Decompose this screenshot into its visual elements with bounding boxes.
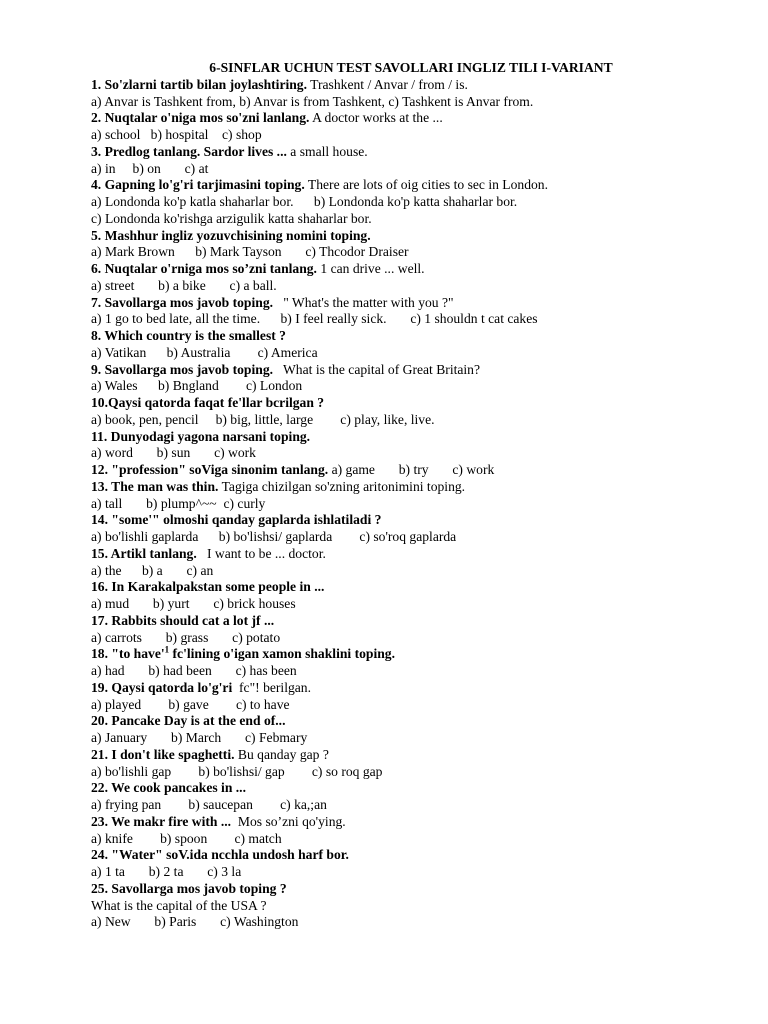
question-body: 1 can drive ... well.: [316, 261, 425, 276]
question-text: [91, 462, 731, 479]
answer-options: a) January b) March c) Febmary: [91, 730, 308, 745]
question-body: " What's the matter with you ?": [273, 294, 454, 310]
answer-options: a) word b) sun c) work: [91, 445, 256, 461]
question-list: [91, 77, 731, 931]
question-text: [91, 881, 731, 898]
question-text: [91, 362, 731, 379]
question-text: [91, 747, 731, 764]
answer-options: a) mud b) yurt c) brick houses: [91, 596, 296, 611]
question-text: [91, 512, 731, 529]
answer-options: c) Londonda ko'rishga arzigulik katta shaharlar bor.: [91, 210, 372, 226]
question-prompt: 7. Savollarga mos javob toping.: [91, 294, 274, 310]
question-text: [91, 646, 731, 663]
question-text: [91, 579, 731, 596]
question-prompt: 22. We cook pancakes in ...: [91, 780, 246, 796]
answer-options: What is the capital of the USA ?: [91, 897, 267, 913]
question-prompt: 23. We makr fire with ...: [91, 813, 232, 829]
question-text: [91, 295, 731, 312]
answer-options: a) school b) hospital c) shop: [91, 127, 262, 142]
question-prompt: 14. "some'" olmoshi qanday gaplarda ishlatiladi ?: [91, 512, 382, 528]
question-text: [91, 780, 731, 797]
question-text: [91, 847, 731, 864]
question-prompt: 20. Pancake Day is at the end of...: [91, 713, 286, 729]
answer-options: a) Anvar is Tashkent from, b) Anvar is from Tashkent, c) Tashkent is Anvar from.: [91, 93, 534, 109]
question-body: I want to be ... doctor.: [196, 545, 326, 561]
page-title: 6-SINFLAR UCHUN TEST SAVOLLARI INGLIZ TILI I-VARIANT: [209, 60, 613, 75]
answer-options: a) 1 go to bed late, all the time. b) I feel really sick. c) 1 shouldn t cat cakes: [91, 311, 538, 327]
question-body: fc"! berilgan.: [232, 679, 312, 695]
question-prompt: 6. Nuqtalar o'rniga mos so’zni tanlang.: [91, 261, 317, 276]
answer-options: a) book, pen, pencil b) big, little, large c) play, like, live.: [91, 411, 435, 427]
question-text: [91, 177, 731, 194]
question-prompt: 8. Which country is the smallest ?: [91, 328, 286, 343]
question-prompt: 5. Mashhur ingliz yozuvchisining nomini toping.: [91, 227, 371, 243]
superscript-mark: 1: [164, 644, 170, 655]
answer-options: a) bo'lishli gap b) bo'lishsi/ gap c) so roq gap: [91, 763, 383, 779]
question-text: [91, 110, 731, 127]
test-page: [91, 60, 731, 931]
question-prompt: 21. I don't like spaghetti.: [91, 746, 235, 762]
answer-options: a) 1 ta b) 2 ta c) 3 la: [91, 864, 242, 879]
question-body: Tagiga chizilgan so'zning aritonimini toping.: [218, 478, 466, 494]
question-prompt: 18. "to have': [91, 646, 165, 662]
question-text: [91, 680, 731, 697]
question-body: Mos so’zni qo'ying.: [231, 813, 346, 829]
question-text: [91, 328, 731, 345]
question-body: Trashkent / Anvar / from / is.: [307, 76, 468, 92]
question-prompt: 12. "profession" soViga sinonim tanlang.: [91, 462, 329, 477]
answer-options: a) had b) had been c) has been: [91, 663, 297, 678]
question-body: a) game b) try c) work: [328, 462, 495, 477]
answer-options: a) the b) a c) an: [91, 562, 214, 578]
question-prompt: 2. Nuqtalar o'niga mos so'zni lanlang.: [91, 110, 310, 126]
question-prompt-cont: fc'lining o'igan xamon shaklini toping.: [169, 646, 395, 662]
question-text: [91, 77, 731, 94]
answer-options: a) carrots b) grass c) potato: [91, 629, 281, 645]
question-prompt: 16. In Karakalpakstan some people in ...: [91, 579, 325, 595]
answer-options: a) played b) gave c) to have: [91, 696, 290, 712]
answer-options: a) New b) Paris c) Washington: [91, 914, 299, 930]
question-text: [91, 546, 731, 563]
question-prompt: 15. Artikl tanlang.: [91, 545, 197, 561]
answer-options: a) bo'lishli gaplarda b) bo'lishsi/ gaplarda c) so'roq gaplarda: [91, 529, 457, 544]
question-prompt: 3. Predlog tanlang. Sardor lives ...: [91, 143, 287, 159]
answer-options: a) Mark Brown b) Mark Tayson c) Thcodor Draiser: [91, 244, 409, 260]
answer-options: a) tall b) plump^~~ c) curly: [91, 495, 266, 511]
question-prompt: 19. Qaysi qatorda lo'g'ri: [91, 679, 233, 695]
answer-options: a) frying pan b) saucepan c) ka,;an: [91, 797, 327, 812]
answer-options: a) street b) a bike c) a ball.: [91, 277, 277, 293]
question-prompt: 24. "Water" soV.ida ncchla undosh harf bor.: [91, 847, 349, 863]
question-body: Bu qanday gap ?: [234, 746, 329, 762]
question-text: [91, 613, 731, 630]
question-body: There are lots of oig cities to sec in London.: [304, 177, 548, 193]
question-text: [91, 713, 731, 730]
question-text: [91, 479, 731, 496]
answer-options: a) Londonda ko'p katla shaharlar bor. b) Londonda ko'p katta shaharlar bor.: [91, 194, 518, 209]
question-prompt: 4. Gapning lo'g'ri tarjimasini toping.: [91, 177, 305, 193]
question-prompt: 25. Savollarga mos javob toping ?: [91, 880, 287, 896]
question-prompt: 10.Qaysi qatorda faqat fe'llar bcrilgan ?: [91, 395, 325, 410]
question-text: [91, 395, 731, 412]
question-body: a small house.: [286, 143, 368, 159]
question-text: [91, 228, 731, 245]
question-prompt: 11. Dunyodagi yagona narsani toping.: [91, 428, 311, 444]
answer-options: a) in b) on c) at: [91, 160, 209, 176]
question-prompt: 17. Rabbits should cat a lot jf ...: [91, 612, 275, 628]
question-prompt: 1. So'zlarni tartib bilan joylashtiring.: [91, 76, 308, 92]
answer-options: a) Wales b) Bngland c) London: [91, 378, 303, 394]
question-prompt: 13. The man was thin.: [91, 478, 219, 494]
question-text: [91, 814, 731, 831]
question-prompt: 9. Savollarga mos javob toping.: [91, 361, 274, 377]
question-text: [91, 429, 731, 446]
question-text: [91, 144, 731, 161]
answer-options: a) Vatikan b) Australia c) America: [91, 344, 318, 360]
question-body: What is the capital of Great Britain?: [273, 361, 481, 377]
answer-options: a) knife b) spoon c) match: [91, 830, 282, 846]
question-text: [91, 261, 731, 278]
question-body: A doctor works at the ...: [309, 110, 443, 126]
